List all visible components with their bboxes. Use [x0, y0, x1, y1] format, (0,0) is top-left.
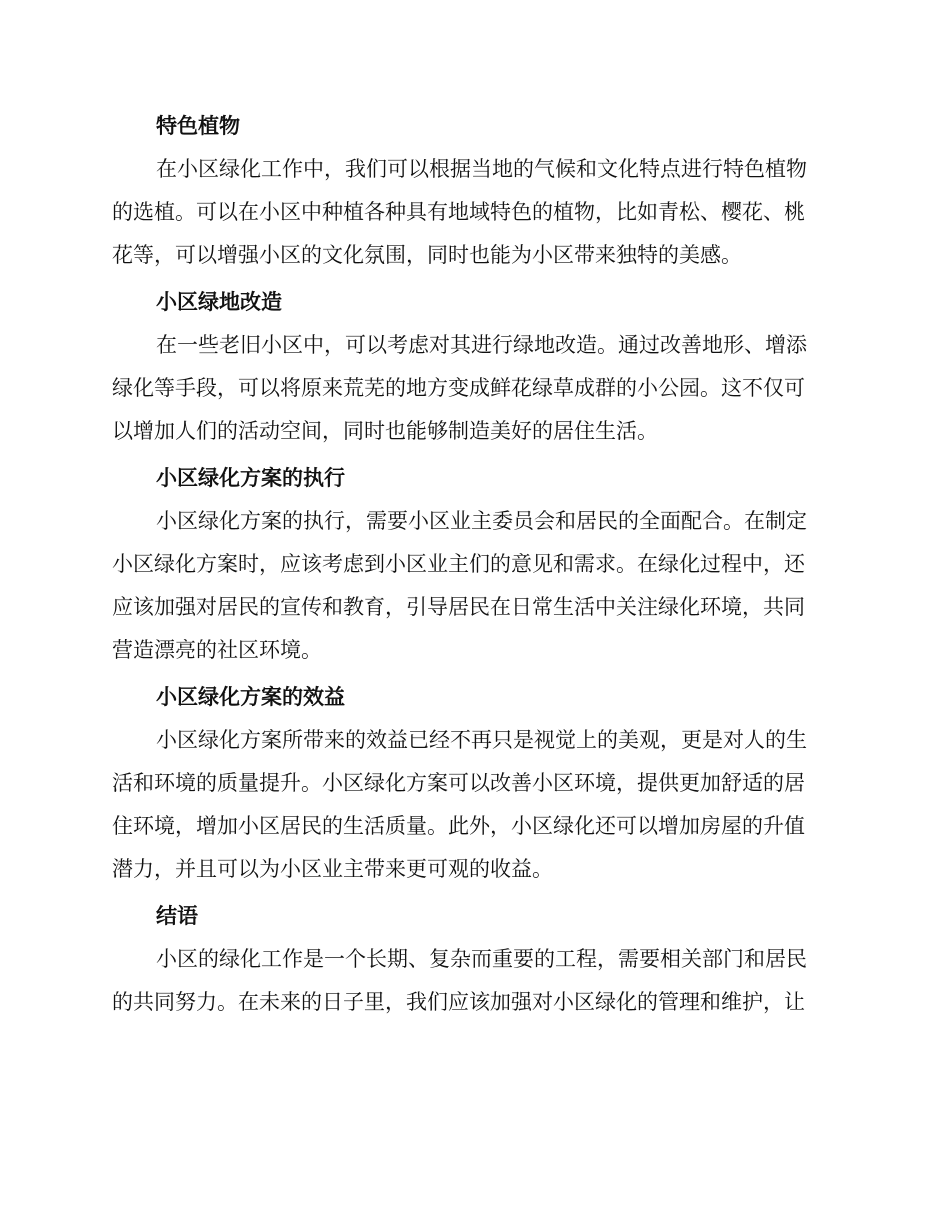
paragraph-line: 在一些老旧小区中，可以考虑对其进行绿地改造。通过改善地形、增添 [156, 333, 807, 357]
paragraph-line: 在小区绿化工作中，我们可以根据当地的气候和文化特点进行特色植物 [156, 157, 807, 181]
paragraph-line: 潜力，并且可以为小区业主带来更可观的收益。 [112, 857, 553, 881]
paragraph-line: 营造漂亮的社区环境。 [112, 638, 322, 662]
paragraph-line: 绿化等手段，可以将原来荒芜的地方变成鲜花绿草成群的小公园。这不仅可 [112, 376, 805, 400]
section-featured-plants [112, 104, 830, 277]
paragraph-line: 小区绿化方案的执行，需要小区业主委员会和居民的全面配合。在制定 [156, 509, 807, 533]
paragraph-line: 住环境，增加小区居民的生活质量。此外，小区绿化还可以增加房屋的升值 [112, 814, 805, 838]
section-conclusion [112, 894, 830, 1024]
section-plan-benefits [112, 675, 830, 891]
document-page [112, 104, 830, 1027]
section-paragraph [112, 500, 830, 672]
paragraph-line: 的共同努力。在未来的日子里，我们应该加强对小区绿化的管理和维护，让 [112, 990, 805, 1014]
section-heading: 特色植物 [156, 114, 240, 138]
section-plan-execution [112, 456, 830, 672]
section-heading: 小区绿化方案的执行 [156, 466, 345, 490]
paragraph-line: 小区绿化方案所带来的效益已经不再只是视觉上的美观，更是对人的生 [156, 728, 807, 752]
section-paragraph [112, 324, 830, 453]
section-paragraph [112, 148, 830, 277]
paragraph-line: 活和环境的质量提升。小区绿化方案可以改善小区环境，提供更加舒适的居 [112, 771, 805, 795]
section-paragraph [112, 938, 830, 1024]
paragraph-line: 以增加人们的活动空间，同时也能够制造美好的居住生活。 [112, 419, 658, 443]
paragraph-line: 应该加强对居民的宣传和教育，引导居民在日常生活中关注绿化环境，共同 [112, 595, 805, 619]
section-heading: 小区绿化方案的效益 [156, 685, 345, 709]
paragraph-line: 花等，可以增强小区的文化氛围，同时也能为小区带来独特的美感。 [112, 243, 742, 267]
section-paragraph [112, 719, 830, 891]
section-heading: 小区绿地改造 [156, 290, 282, 314]
section-heading: 结语 [156, 904, 198, 928]
section-greenland-renovation [112, 280, 830, 453]
paragraph-line: 小区的绿化工作是一个长期、复杂而重要的工程，需要相关部门和居民 [156, 947, 807, 971]
paragraph-line: 的选植。可以在小区中种植各种具有地域特色的植物，比如青松、樱花、桃 [112, 200, 805, 224]
paragraph-line: 小区绿化方案时，应该考虑到小区业主们的意见和需求。在绿化过程中，还 [112, 552, 805, 576]
